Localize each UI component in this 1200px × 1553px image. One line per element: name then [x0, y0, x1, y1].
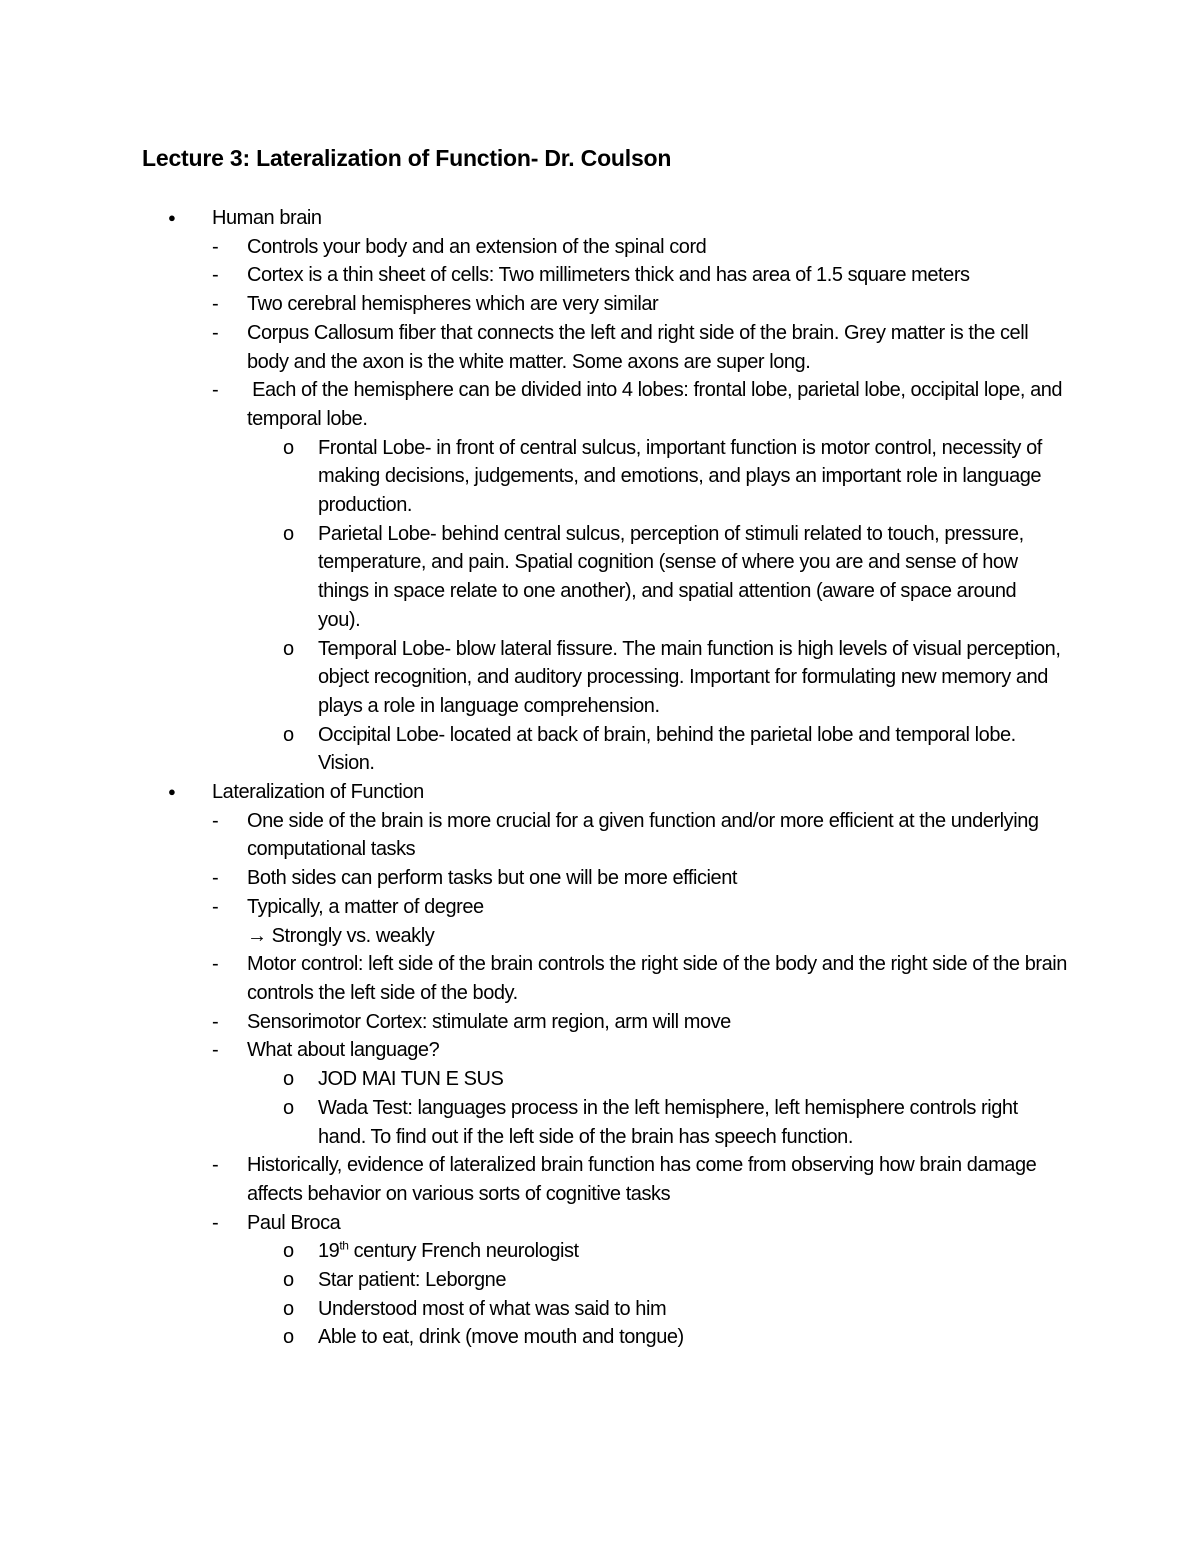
dash-icon: -	[212, 293, 219, 316]
century-number: 19	[318, 1240, 340, 1263]
list-item-text: Wada Test: languages process in the left hemisphere, left hemisphere controls right hand. To find out if the left side of the brain has speech function.	[318, 1096, 1018, 1148]
list-item	[0, 1209, 1200, 1238]
bullet-icon: ●	[168, 210, 176, 225]
list-item	[0, 290, 1200, 319]
list-item-text: What about language?	[247, 1039, 440, 1062]
list-item	[0, 635, 1200, 721]
list-item	[0, 864, 1200, 893]
section-heading-human-brain: Human brain	[212, 207, 322, 229]
dash-icon: -	[212, 867, 219, 890]
circle-bullet-icon: o	[283, 436, 294, 459]
list-item-text: Paul Broca	[247, 1211, 341, 1234]
dash-icon: -	[212, 1039, 219, 1062]
list-item-text: Understood most of what was said to him	[318, 1297, 667, 1320]
lobe-parietal: Parietal Lobe- behind central sulcus, perception of stimuli related to touch, pressure, temperature, and pain. Spatial cognition (sense of where you are and sense of how things in space relate to one another), and spatial attention (aware of space around you).	[318, 522, 1024, 631]
dash-icon: -	[212, 264, 219, 287]
list-item	[0, 1295, 1200, 1324]
dash-icon: -	[212, 235, 219, 258]
page-title: Lecture 3: Lateralization of Function- Dr. Coulson	[142, 145, 672, 171]
list-item	[0, 261, 1200, 290]
list-item-text: Corpus Callosum fiber that connects the left and right side of the brain. Grey matter is the cell body and the axon is the white matter. Some axons are super long.	[247, 321, 1029, 373]
lobe-occipital: Occipital Lobe- located at back of brain, behind the parietal lobe and temporal lobe. Vision.	[318, 723, 1016, 775]
list-item	[0, 520, 1200, 635]
list-item	[0, 1266, 1200, 1295]
circle-bullet-icon: o	[283, 1068, 294, 1091]
list-item-text: One side of the brain is more crucial for a given function and/or more efficient at the underlying computational tasks	[247, 809, 1039, 861]
list-item-text: Motor control: left side of the brain controls the right side of the body and the right side of the brain controls the left side of the body.	[247, 953, 1067, 1004]
dash-icon: -	[212, 953, 219, 976]
circle-bullet-icon: o	[283, 723, 294, 746]
circle-bullet-icon: o	[283, 1096, 294, 1119]
notes-content	[0, 204, 1200, 1352]
list-item	[0, 1065, 1200, 1094]
dash-icon: -	[212, 1010, 219, 1033]
dash-icon: -	[212, 895, 219, 918]
list-item	[0, 721, 1200, 778]
circle-bullet-icon: o	[283, 1240, 294, 1263]
list-item	[0, 1151, 1200, 1208]
dash-icon: -	[212, 379, 219, 402]
list-item	[0, 922, 1200, 951]
dash-icon: -	[212, 321, 219, 344]
list-item	[0, 1094, 1200, 1151]
list-item-text	[318, 1237, 1063, 1266]
circle-bullet-icon: o	[283, 522, 294, 545]
lobe-frontal: Frontal Lobe- in front of central sulcus, important function is motor control, necessity of making decisions, judgements, and emotions, and plays an important role in language production.	[318, 436, 1042, 517]
list-item	[0, 233, 1200, 262]
list-item	[0, 319, 1200, 376]
circle-bullet-icon: o	[283, 1326, 294, 1349]
list-item	[0, 204, 1200, 233]
list-item-text: Two cerebral hemispheres which are very similar	[247, 293, 659, 316]
list-item-text: Star patient: Leborgne	[318, 1269, 507, 1292]
list-item	[0, 1323, 1200, 1352]
circle-bullet-icon: o	[283, 1269, 294, 1292]
list-item-text: Sensorimotor Cortex: stimulate arm region, arm will move	[247, 1010, 731, 1033]
dash-icon: -	[212, 809, 219, 832]
list-item	[0, 807, 1200, 864]
circle-bullet-icon: o	[283, 637, 294, 660]
section-heading-lateralization: Lateralization of Function	[212, 781, 424, 804]
dash-icon: -	[212, 1211, 219, 1234]
list-item-text: Able to eat, drink (move mouth and tongue)	[318, 1326, 684, 1349]
list-item	[0, 778, 1200, 807]
list-item	[0, 1036, 1200, 1065]
dash-icon: -	[212, 1154, 219, 1177]
bullet-icon: ●	[168, 784, 176, 800]
list-item-text: Both sides can perform tasks but one will be more efficient	[247, 867, 738, 890]
list-item	[0, 376, 1200, 433]
list-item-text: Each of the hemisphere can be divided into 4 lobes: frontal lobe, parietal lobe, occipital lope, and temporal lobe.	[247, 379, 1068, 430]
circle-bullet-icon: o	[283, 1297, 294, 1320]
century-rest: century French neurologist	[348, 1240, 579, 1263]
list-item-text: JOD MAI TUN E SUS	[318, 1068, 504, 1091]
list-item-text: Historically, evidence of lateralized brain function has come from observing how brain damage affects behavior on various sorts of cognitive tasks	[247, 1154, 1037, 1205]
list-item	[0, 1237, 1200, 1266]
list-item	[0, 950, 1200, 1007]
list-item-text: Typically, a matter of degree	[247, 895, 484, 918]
list-item	[0, 893, 1200, 922]
arrow-note: → Strongly vs. weakly	[247, 924, 435, 947]
century-suffix: th	[339, 1238, 349, 1253]
list-item	[0, 434, 1200, 520]
lobe-temporal: Temporal Lobe- blow lateral fissure. The main function is high levels of visual perception, object recognition, and auditory processing. Important for formulating new memory and plays a role in language comprehension.	[318, 637, 1061, 717]
list-item	[0, 1008, 1200, 1037]
list-item-text: Controls your body and an extension of the spinal cord	[247, 235, 707, 258]
list-item-text: Cortex is a thin sheet of cells: Two millimeters thick and has area of 1.5 square meters	[247, 264, 970, 287]
